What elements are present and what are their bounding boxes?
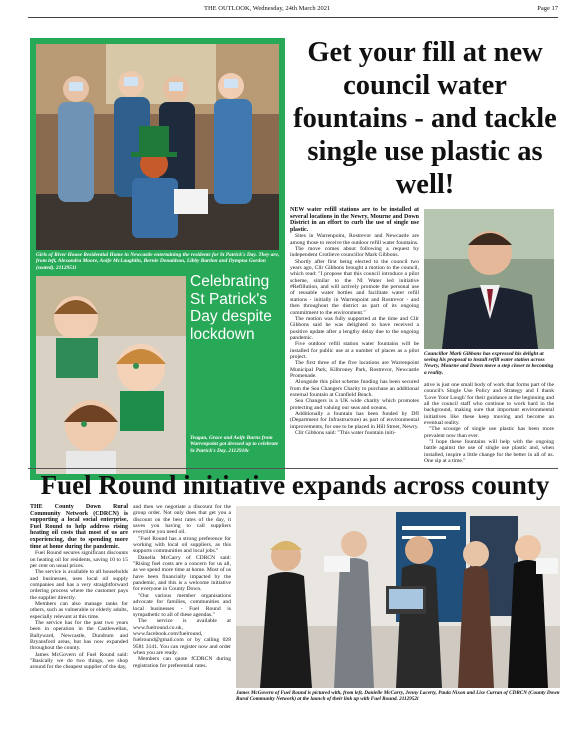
water-fountain-paragraph: Shortly after first being elected to the council two years ago, Cllr Gibbons brought a motion to the council, which read: "I propose that this council introduce a pilot scheme, similar to the NI Water led initiative #Refillution, and will actively promote the personal use of reusable water bottles and facilitate water refill stations - initially in Warrenpoint and Rostrevor - and then throughout the district as part of its ongoing commitment to the environment." [290, 258, 419, 316]
water-fountain-paragraph: The move comes about following a request by independent Crotlieve councillor Mark Gibbons. [290, 246, 419, 259]
running-header [28, 4, 558, 18]
burns-children-photo [36, 276, 186, 474]
fuel-round-paragraph: "Fuel Round has a strong preference for working with local oil suppliers, as this supports communities and local jobs." [133, 535, 231, 555]
water-fountain-paragraph: Sea Changers is a UK wide charity which promotes protecting and valuing our seas and oceans. [290, 398, 419, 411]
river-house-caption: Girls of River House Residential Home in Newcastle entertaining the residents for St Patrick's Day. They are, from left, Alexandra Moore, Aoife McLaughlin, Bernie Donaldson, Libby Bardon and Dympna Gordon (seated). 2112951i [36, 252, 280, 271]
fuel-round-paragraph: The service is available to all households and businesses, uses local oil supply companies and has a very straightforward ordering process where the customer pays the supplier directly. [30, 569, 128, 601]
fuel-round-photo-caption: James McGovern of Fuel Round is pictured with, from left, Danielle McCarry, Jenny Lacerty, Paula Nixon and Lise Curran of CDRCN (County Down Rural Community Network) at the launch of their link up with Fuel Round. 2112952i [236, 690, 560, 702]
fuel-round-paragraph: Fuel Round secures significant discounts on heating oil for residents, saving 10 to 15 per cent on usual prices. [30, 550, 128, 569]
burns-children-caption: Teagan, Grace and Aoife Burns from Warrenpoint got dressed up to celebrate St Patrick's Day. 2112918c [190, 435, 279, 454]
fuel-round-paragraph: Members can also manage tanks for others, such as vulnerable or elderly adults, especially relevant at this time. [30, 600, 128, 620]
water-fountain-paragraph: Cllr Gibbons said: "This water fountain initi- [295, 430, 396, 437]
fuel-round-paragraph: The service has for the past two years been in operation in the Castlewellan, Ballyward, Newcastle, Dundrum and Bryansford areas, but has now expanded throughout the county. [30, 619, 128, 652]
fuel-round-paragraph: James McGovern of Fuel Round said: "Basically we do two things, we shop around for the cheapest supplier of the day, [30, 651, 128, 671]
fuel-round-article-col2 [133, 504, 231, 669]
water-fountain-paragraph: Alongside this pilot scheme funding has been secured from the Sea Changers Charity to purchase an additional external fountain at Cranfield Beach. [290, 379, 419, 398]
fuel-round-article-col1 [30, 504, 128, 671]
water-fountain-paragraph: The first three of the five locations are Warrenpoint Municipal Park, Kilbroney Park, Rostrevor, Newcastle Promenade. [290, 360, 419, 379]
section-divider [28, 468, 558, 469]
fuel-round-paragraph: Danella McCarry of CDRCN said: "Rising fuel costs are a concern for us all, as we spend more time at home. Most of us have been financially impacted by the pandemic, and this is a welcome initiative for everyone in County Down. [133, 554, 231, 593]
water-fountain-article-col1 [290, 207, 419, 436]
water-fountain-paragraph: Five outdoor refill station water fountains will be installed for public use at a number of places as a pilot project. [290, 341, 419, 360]
water-fountain-lead: NEW water refill stations are to be installed at several locations in the Newry, Mourne and Down District in an effort to curb the use of single use plastic. [290, 207, 419, 233]
stpatricks-feature-headline: Celebrating St Patrick's Day despite lockdown [190, 273, 272, 343]
running-title: THE OUTLOOK, Wednesday, 24th March 2021 [204, 5, 331, 12]
fuel-round-launch-photo [236, 506, 560, 688]
councillor-photo [424, 209, 554, 349]
water-fountain-paragraph: Sites in Warrenpoint, Rostrevor and Newcastle are among those to receive the outdoor refill water fountains. [290, 233, 419, 246]
water-fountain-headline: Get your fill at new council water fountains - and tackle single use plastic as well! [293, 37, 557, 200]
water-fountain-paragraph: "I hope these fountains will help with the ongoing battle against the use of single use plastic and, when installed, inspire a little change for the better in all of us. One sip at a time." [424, 439, 554, 465]
fuel-round-paragraph: The service is available at www.fuelround.co.uk, www.facebook.com/fuelround, fuelround@gmail.com or by calling 028 9581 3141. You can register now and order when you are ready. [133, 618, 231, 656]
fuel-round-headline: Fuel Round initiative expands across county [40, 470, 550, 500]
water-fountain-paragraph: "The scourge of single use plastic has been more prevalent now than ever. [424, 426, 554, 439]
page-number: Page 17 [537, 5, 558, 12]
water-fountain-article-col2 [424, 382, 554, 464]
fuel-round-paragraph: Members can quote fCDRCN during registration for preferential rates. [133, 656, 231, 669]
councillor-caption: Councillor Mark Gibbons has expressed his delight at seeing his proposal to install refill water station across Newry, Mourne and Down move a step closer to becoming a reality. [424, 351, 554, 376]
fuel-round-lead: THE County Down Rural Community Network (CDRCN) is supporting a local social enterprise, Fuel Round to help address rising heating oil costs that most of us are experiencing, due to spending more time at home during the pandemic. [30, 504, 128, 550]
fuel-round-paragraph: "Our various member organisations advocate for families, communities and local businesses - Fuel Round is sympathetic to all of these agendas." [133, 592, 231, 618]
water-fountain-paragraph: ative is just one small body of work that forms part of the council's Single Use Policy and Strategy and I thank 'Love Your Lough' for their guidance at the beginning and all the council staff who continue to work hard in the background, making sure that important environmental initiatives like these keep moving and become an eventual reality. [424, 382, 554, 427]
fuel-round-paragraph: and then we negotiate a discount for the group order. Not only does that get you a discount on the best rates of the day, it saves you having to call suppliers everytime you need oil. [133, 504, 231, 536]
water-fountain-paragraph: Additionally a fountain has been funded by DfI (Department for Infrastructure) as part of environmental improvements, for one to be placed in Hill Street, Newry. [290, 411, 419, 430]
river-house-photo [36, 44, 279, 250]
water-fountain-paragraph: The motion was fully supported at the time and Cllr Gibbons said he was delighted to have received a positive update after a lengthy delay due to the ongoing pandemic. [290, 315, 419, 341]
